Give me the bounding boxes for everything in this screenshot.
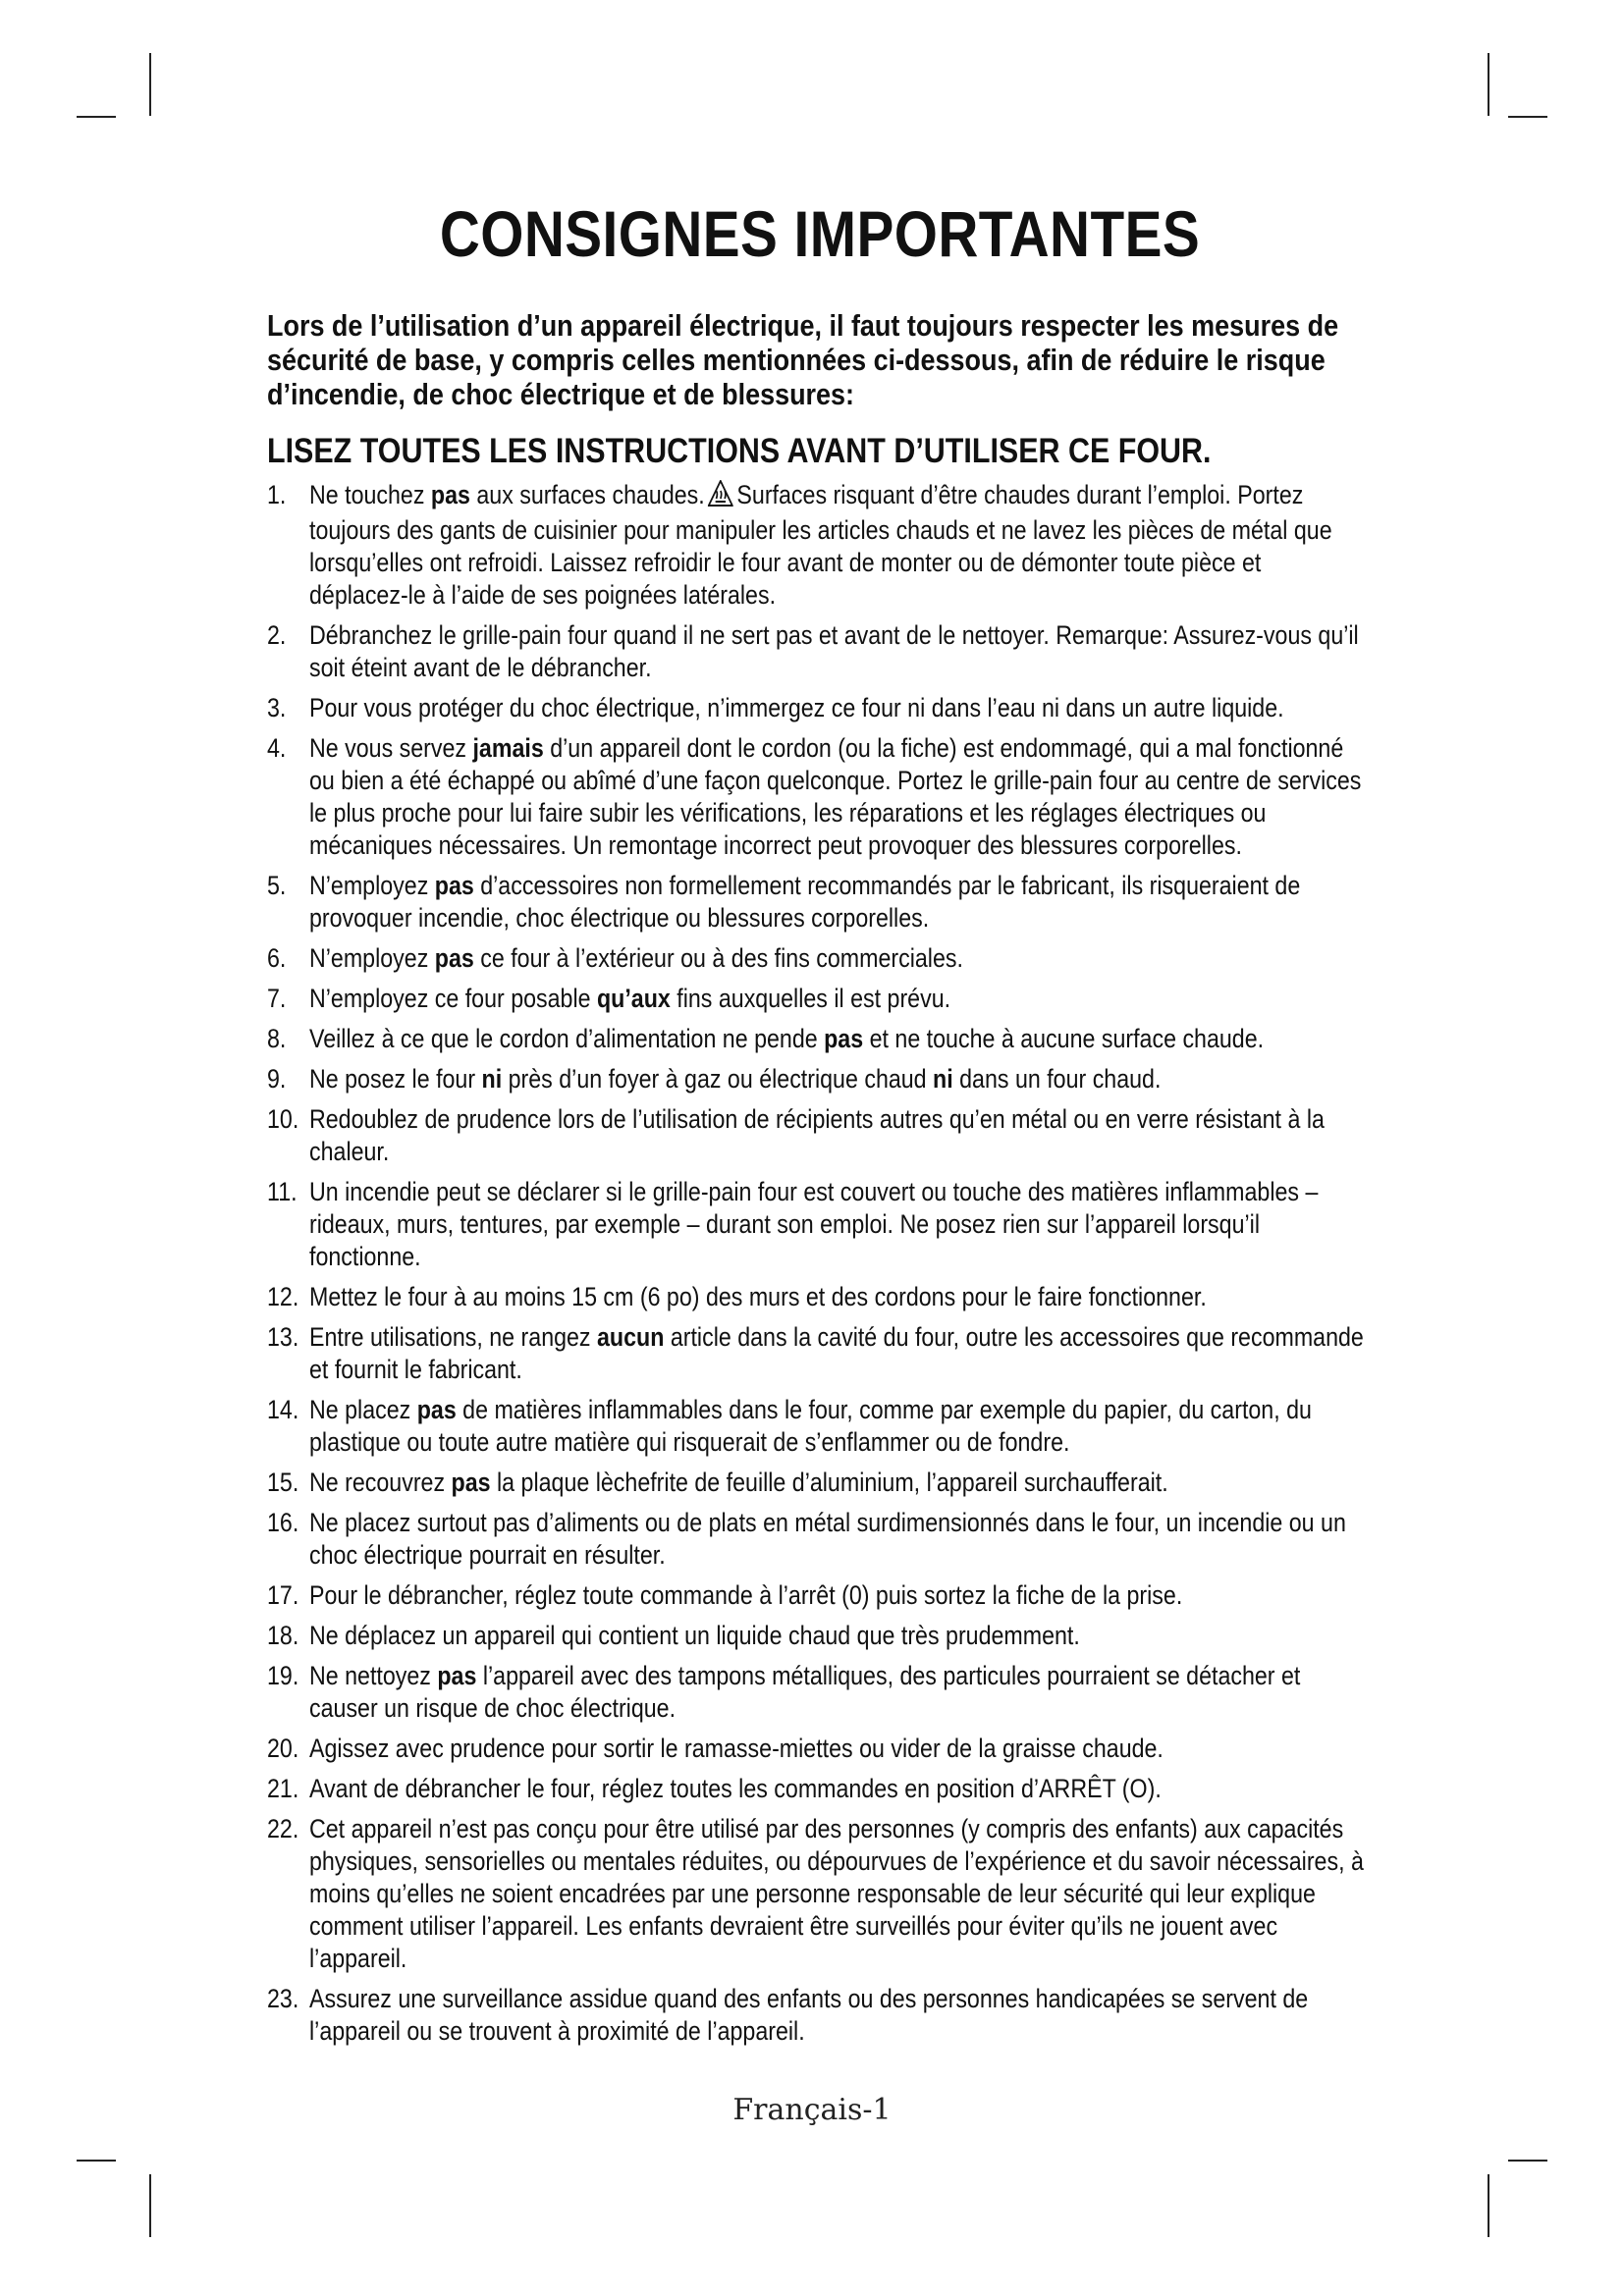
list-item [267, 1983, 1365, 2048]
document-title: CONSIGNES IMPORTANTES [439, 197, 1201, 270]
list-item [267, 1063, 1365, 1095]
rule-text: Surfaces risquant d’être chaudes durant l’emploi. Portez toujours des gants de cuisinier pour manipuler les articles chauds et ne lavez les pièces de métal que lorsqu’elles ont refroidi. Laissez refroidir le four avant de monter ou de démonter toute pièce et déplacez-le à l’aide de ses poignées latérales. [309, 480, 1332, 610]
list-item-number: 22. [267, 1814, 299, 1843]
list-item [267, 1321, 1365, 1386]
list-item [267, 1773, 1365, 1805]
emphasis-text: pas [430, 480, 470, 509]
rule-text: Ne recouvrez [309, 1468, 452, 1497]
emphasis-text: ni [481, 1064, 503, 1094]
list-item-text [309, 943, 963, 973]
rule-text: dans un four chaud. [952, 1064, 1162, 1094]
emphasis-text: ni [933, 1064, 953, 1094]
emphasis-text: aucun [597, 1322, 665, 1352]
list-item-number: 1. [267, 480, 287, 509]
rule-text: Veillez à ce que le cordon d’alimentation ne pende [309, 1024, 825, 1053]
crop-mark [149, 53, 151, 116]
list-item-number: 14. [267, 1395, 299, 1424]
list-item-text [309, 1621, 1080, 1650]
list-item-text [309, 733, 1361, 860]
list-item [267, 1660, 1365, 1725]
list-item-text [309, 1468, 1168, 1497]
list-item-text [309, 1395, 1312, 1457]
list-item-number: 6. [267, 943, 287, 973]
list-item-number: 21. [267, 1774, 299, 1803]
crop-mark [77, 2160, 116, 2162]
list-item [267, 942, 1365, 975]
rule-text: Pour le débrancher, réglez toute commande à l’arrêt (0) puis sortez la fiche de la prise. [309, 1580, 1183, 1610]
list-item-text [309, 620, 1359, 682]
list-item-text [309, 1322, 1364, 1384]
rule-text: Un incendie peut se déclarer si le grille-pain four est couvert ou touche des matières inflammables – rideaux, murs, tentures, par exemple – durant son emploi. Ne posez rien sur l’appareil lorsqu’il fonctionne. [309, 1177, 1319, 1271]
crop-mark [1488, 2174, 1489, 2237]
crop-mark [1508, 116, 1547, 118]
list-item-number: 5. [267, 871, 287, 900]
list-item-text [309, 871, 1300, 933]
list-item [267, 1394, 1365, 1459]
list-item [267, 1023, 1365, 1055]
list-item-text [309, 1508, 1346, 1570]
list-item-number: 9. [267, 1064, 287, 1094]
list-item-number: 8. [267, 1024, 287, 1053]
list-item [267, 983, 1365, 1015]
list-item-text [309, 1104, 1325, 1166]
emphasis-text: pas [416, 1395, 457, 1424]
emphasis-text: qu’aux [596, 984, 671, 1013]
rule-text: Ne placez [309, 1395, 417, 1424]
rule-text: d’un appareil dont le cordon (ou la fiche) est endommagé, qui a mal fonctionné ou bien a été échappé ou abîmé d’une façon quelconque. Portez le grille-pain four au centre de services le plus proche pour lui faire subir les vérifications, les réparations et les réglages électriques ou mécaniques nécessaires. Un remontage incorrect peut provoquer des blessures corporelles. [309, 733, 1362, 860]
list-item-number: 16. [267, 1508, 299, 1537]
crop-mark [1508, 2160, 1547, 2162]
list-item-number: 20. [267, 1734, 299, 1763]
list-item [267, 1579, 1365, 1612]
list-item-number: 7. [267, 984, 287, 1013]
list-item-text [309, 1177, 1318, 1271]
emphasis-text: pas [451, 1468, 491, 1497]
crop-mark [77, 116, 116, 118]
emphasis-text: jamais [472, 733, 544, 763]
rule-text: Ne touchez [309, 480, 431, 509]
list-item-number: 4. [267, 733, 287, 763]
list-item-text [309, 1064, 1161, 1094]
list-item-number: 18. [267, 1621, 299, 1650]
list-item-text [309, 480, 1332, 610]
rule-text: de matières inflammables dans le four, comme par exemple du papier, du carton, du plastique ou toute autre matière qui risquerait de s’enflammer ou de fondre. [309, 1395, 1312, 1457]
crop-mark [1488, 53, 1489, 116]
rule-text: la plaque lèchefrite de feuille d’aluminium, l’appareil surchaufferait. [490, 1468, 1168, 1497]
list-item-number: 12. [267, 1282, 299, 1311]
safety-rules-list [267, 479, 1373, 2048]
rule-text: près d’un foyer à gaz ou électrique chaud [502, 1064, 934, 1094]
list-item-number: 23. [267, 1984, 299, 2013]
emphasis-text: pas [437, 1661, 477, 1690]
list-item-text [309, 1984, 1308, 2046]
emphasis-text: pas [434, 871, 474, 900]
rule-text: Pour vous protéger du choc électrique, n’immergez ce four ni dans l’eau ni dans un autre liquide. [309, 693, 1284, 722]
list-item-number: 13. [267, 1322, 299, 1352]
crop-mark [149, 2174, 151, 2237]
list-item-number: 17. [267, 1580, 299, 1610]
rule-text: ce four à l’extérieur ou à des fins commerciales. [473, 943, 963, 973]
list-item-text [309, 1814, 1364, 1973]
rule-text: Agissez avec prudence pour sortir le ramasse-miettes ou vider de la graisse chaude. [309, 1734, 1164, 1763]
rule-text: fins auxquelles il est prévu. [670, 984, 951, 1013]
rule-text: Mettez le four à au moins 15 cm (6 po) des murs et des cordons pour le faire fonctionner. [309, 1282, 1207, 1311]
document-page [267, 196, 1373, 2056]
list-item-number: 11. [267, 1177, 298, 1206]
list-item-number: 10. [267, 1104, 299, 1134]
rule-text: Avant de débrancher le four, réglez toutes les commandes en position d’ARRÊT (O). [309, 1774, 1162, 1803]
rule-text: l’appareil avec des tampons métalliques, des particules pourraient se détacher et causer un risque de choc électrique. [309, 1661, 1301, 1723]
rule-text: Ne vous servez [309, 733, 473, 763]
list-item [267, 1507, 1365, 1572]
list-item-number: 2. [267, 620, 287, 650]
rule-text: N’employez [309, 871, 435, 900]
rule-text: N’employez ce four posable [309, 984, 597, 1013]
emphasis-text: pas [824, 1024, 864, 1053]
rule-text: d’accessoires non formellement recommandés par le fabricant, ils risqueraient de provoquer incendie, choc électrique ou blessures corporelles. [309, 871, 1301, 933]
list-item [267, 479, 1365, 612]
rule-text: Entre utilisations, ne rangez [309, 1322, 598, 1352]
list-item-number: 15. [267, 1468, 299, 1497]
rule-text: Ne nettoyez [309, 1661, 438, 1690]
list-item [267, 1467, 1365, 1499]
rule-text: Ne placez surtout pas d’aliments ou de plats en métal surdimensionnés dans le four, un incendie ou un choc électrique pourrait en résulter. [309, 1508, 1346, 1570]
rule-text: article dans la cavité du four, outre les accessoires que recommande et fournit le fabricant. [309, 1322, 1364, 1384]
list-item-text [309, 984, 950, 1013]
rule-text: Débranchez le grille-pain four quand il ne sert pas et avant de le nettoyer. Remarque: Assurez-vous qu’il soit éteint avant de le débrancher. [309, 620, 1359, 682]
list-item [267, 619, 1365, 684]
list-item-text [309, 1661, 1300, 1723]
rule-text: N’employez [309, 943, 435, 973]
rule-text: Ne posez le four [309, 1064, 482, 1094]
list-item [267, 1813, 1365, 1975]
list-item-text [309, 1024, 1264, 1053]
rule-text: aux surfaces chaudes. [469, 480, 705, 509]
rule-text: Assurez une surveillance assidue quand des enfants ou des personnes handicapées se servent de l’appareil ou se trouvent à proximité de l’appareil. [309, 1984, 1309, 2046]
rule-text: Cet appareil n’est pas conçu pour être utilisé par des personnes (y compris des enfants) aux capacités physiques, sensorielles ou mentales réduites, ou dépourvues de l’expérience et du savoir nécessaires, à moins qu’elles ne soient encadrées par une personne responsable de leur sécurité qui leur explique comment utiliser l’appareil. Les enfants devraient être surveillés pour éviter qu’ils ne jouent avec l’appareil. [309, 1814, 1364, 1973]
list-item-text [309, 1774, 1162, 1803]
section-heading: LISEZ TOUTES LES INSTRUCTIONS AVANT D’UTILISER CE FOUR. [267, 432, 1212, 470]
list-item [267, 1733, 1365, 1765]
rule-text: et ne touche à aucune surface chaude. [863, 1024, 1265, 1053]
list-item [267, 870, 1365, 934]
list-item-text [309, 1734, 1164, 1763]
page-footer: Français-1 [732, 2093, 892, 2127]
list-item [267, 1103, 1365, 1168]
emphasis-text: pas [434, 943, 474, 973]
hot-surface-warning-icon [708, 480, 733, 514]
list-item [267, 1281, 1365, 1313]
list-item-text [309, 1282, 1207, 1311]
intro-paragraph: Lors de l’utilisation d’un appareil électrique, il faut toujours respecter les mesures de sécurité de base, y compris celles mentionnées ci-dessous, afin de réduire le risque d’incendie, de choc électrique et de blessures: [267, 308, 1339, 411]
list-item-number: 19. [267, 1661, 299, 1690]
list-item-text [309, 693, 1284, 722]
list-item [267, 1176, 1365, 1273]
list-item-text [309, 1580, 1182, 1610]
list-item [267, 692, 1365, 724]
rule-text: Redoublez de prudence lors de l’utilisation de récipients autres qu’en métal ou en verre résistant à la chaleur. [309, 1104, 1325, 1166]
rule-text: Ne déplacez un appareil qui contient un liquide chaud que très prudemment. [309, 1621, 1080, 1650]
list-item [267, 1620, 1365, 1652]
list-item-number: 3. [267, 693, 287, 722]
list-item [267, 732, 1365, 862]
